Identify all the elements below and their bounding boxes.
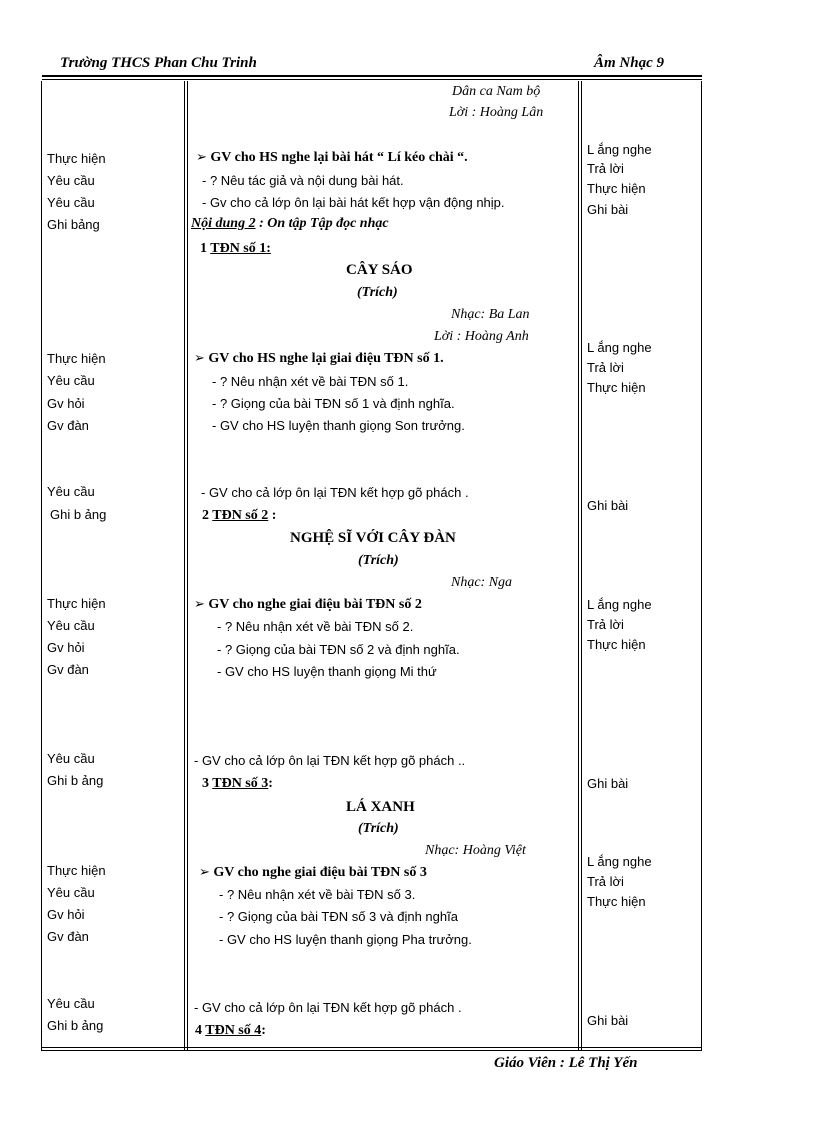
col1-label: Yêu cầu <box>47 484 95 499</box>
tdn1-music-credit: Nhạc: Ba Lan <box>451 307 530 322</box>
school-name: Trường THCS Phan Chu Trinh <box>60 55 257 71</box>
tdn3-heading: 3 TĐN số 3: <box>202 776 273 791</box>
col3-label: Ghi bài <box>587 498 629 513</box>
tdn1-practice: - GV cho cả lớp ôn lại TĐN kết hợp gõ phách . <box>201 485 469 500</box>
tdn1-lyrics-credit: Lời : Hoàng Anh <box>434 329 529 344</box>
tdn3-practice: - GV cho cả lớp ôn lại TĐN kết hợp gõ phách . <box>194 1000 462 1015</box>
tdn3-line: - ? Nêu nhận xét về bài TĐN số 3. <box>219 887 416 902</box>
header-rule-thin <box>42 79 702 80</box>
tdn3-trich: (Trích) <box>358 821 399 836</box>
tdn3-line: - GV cho HS luyện thanh giọng Pha trưởng. <box>219 932 472 947</box>
song-origin: Dân ca Nam bộ <box>452 84 541 99</box>
col3-label: L ắng nghe <box>587 597 652 612</box>
review-action <box>196 150 468 166</box>
col3-label: Ghi bài <box>587 776 629 791</box>
tdn2-heading: 2 TĐN số 2 : <box>202 508 277 523</box>
tdn1-line: - ? Giọng của bài TĐN số 1 và định nghĩa. <box>212 396 455 411</box>
tdn3-line: - ? Giọng của bài TĐN số 3 và định nghĩa <box>219 909 458 924</box>
table-border-right <box>701 81 702 1050</box>
tdn3-title: LÁ XANH <box>346 799 415 815</box>
review-action-text: GV cho HS nghe lại bài hát “ Lí kéo chài “. <box>210 150 468 165</box>
arrow-bullet-icon: ➢ <box>194 351 205 366</box>
col1-label: Gv hỏi <box>47 640 85 655</box>
section-label: Nội dung 2 <box>191 216 256 231</box>
col1-label: Ghi b ảng <box>47 1018 104 1033</box>
col1-label: Yêu cầu <box>47 618 95 633</box>
col3-label: Trả lời <box>587 617 624 632</box>
subject-name: Âm Nhạc 9 <box>594 55 665 71</box>
col3-label: Thực hiện <box>587 637 646 652</box>
tdn2-line: - GV cho HS luyện thanh giọng Mi thứ <box>217 664 437 679</box>
tdn3-music-credit: Nhạc: Hoàng Việt <box>425 843 526 858</box>
tdn1-line: - ? Nêu nhận xét về bài TĐN số 1. <box>212 374 409 389</box>
col3-label: Ghi bài <box>587 202 629 217</box>
col3-label: Thực hiện <box>587 894 646 909</box>
table-divider-1 <box>184 81 188 1050</box>
teacher-signature: Giáo Viên : Lê Thị Yến <box>494 1055 638 1071</box>
col3-label: L ắng nghe <box>587 142 652 157</box>
tdn1-action <box>194 351 444 367</box>
col1-label: Ghi b ảng <box>47 773 104 788</box>
tdn2-practice: - GV cho cả lớp ôn lại TĐN kết hợp gõ phách .. <box>194 753 466 768</box>
tdn2-trich: (Trích) <box>358 553 399 568</box>
col1-label: Yêu cầu <box>47 173 95 188</box>
col1-label: Thực hiện <box>47 351 106 366</box>
arrow-bullet-icon: ➢ <box>196 150 207 165</box>
arrow-bullet-icon: ➢ <box>199 865 210 880</box>
tdn2-line: - ? Giọng của bài TĐN số 2 và định nghĩa. <box>217 642 460 657</box>
col1-label: Yêu cầu <box>47 996 95 1011</box>
table-border-left <box>41 81 42 1050</box>
table-border-bottom <box>41 1050 702 1051</box>
col1-label: Yêu cầu <box>47 373 95 388</box>
tdn2-action <box>194 597 422 613</box>
section-title: : On tập Tập đọc nhạc <box>255 216 389 231</box>
tdn2-music-credit: Nhạc: Nga <box>451 575 513 590</box>
tdn1-heading: 1 TĐN số 1: <box>200 241 271 256</box>
review-question: - ? Nêu tác giả và nội dung bài hát. <box>202 173 404 188</box>
col3-label: Thực hiện <box>587 181 646 196</box>
col1-label: Gv đàn <box>47 418 89 433</box>
song-lyrics-credit: Lời : Hoàng Lân <box>449 105 544 120</box>
tdn3-action-text: GV cho nghe giai điệu bài TĐN số 3 <box>213 865 427 880</box>
col1-label: Thực hiện <box>47 151 106 166</box>
col1-label: Yêu cầu <box>47 885 95 900</box>
col3-label: L ắng nghe <box>587 854 652 869</box>
col3-label: Trả lời <box>587 161 624 176</box>
tdn2-title: NGHỆ SĨ VỚI CÂY ĐÀN <box>290 530 456 546</box>
tdn1-line: - GV cho HS luyện thanh giọng Son trưởng. <box>212 418 465 433</box>
tdn4-heading: 4 TĐN số 4: <box>195 1023 266 1038</box>
tdn3-action <box>199 865 427 881</box>
tdn2-line: - ? Nêu nhận xét về bài TĐN số 2. <box>217 619 414 634</box>
col1-label: Gv đàn <box>47 929 89 944</box>
table-border-bottom-inner <box>41 1047 702 1048</box>
tdn2-action-text: GV cho nghe giai điệu bài TĐN số 2 <box>208 597 422 612</box>
tdn1-trich: (Trích) <box>357 285 398 300</box>
col3-label: Thực hiện <box>587 380 646 395</box>
col1-label: Gv đàn <box>47 662 89 677</box>
header-rule <box>42 75 702 77</box>
col3-label: Trả lời <box>587 360 624 375</box>
tdn1-action-text: GV cho HS nghe lại giai điệu TĐN số 1. <box>208 351 444 366</box>
review-instruction: - Gv cho cả lớp ôn lại bài hát kết hợp vận động nhịp. <box>202 195 505 210</box>
col1-label: Ghi bảng <box>47 217 100 232</box>
col1-label: Yêu cầu <box>47 751 95 766</box>
section-heading <box>191 216 389 232</box>
col1-label: Thực hiện <box>47 596 106 611</box>
table-divider-2 <box>578 81 582 1050</box>
col3-label: L ắng nghe <box>587 340 652 355</box>
col1-label: Gv hỏi <box>47 396 85 411</box>
arrow-bullet-icon: ➢ <box>194 597 205 612</box>
col1-label: Yêu cầu <box>47 195 95 210</box>
tdn1-title: CÂY SÁO <box>346 262 413 278</box>
col1-label: Gv hỏi <box>47 907 85 922</box>
col1-label: Ghi b ảng <box>50 507 107 522</box>
col3-label: Trả lời <box>587 874 624 889</box>
col3-label: Ghi bài <box>587 1013 629 1028</box>
col1-label: Thực hiện <box>47 863 106 878</box>
